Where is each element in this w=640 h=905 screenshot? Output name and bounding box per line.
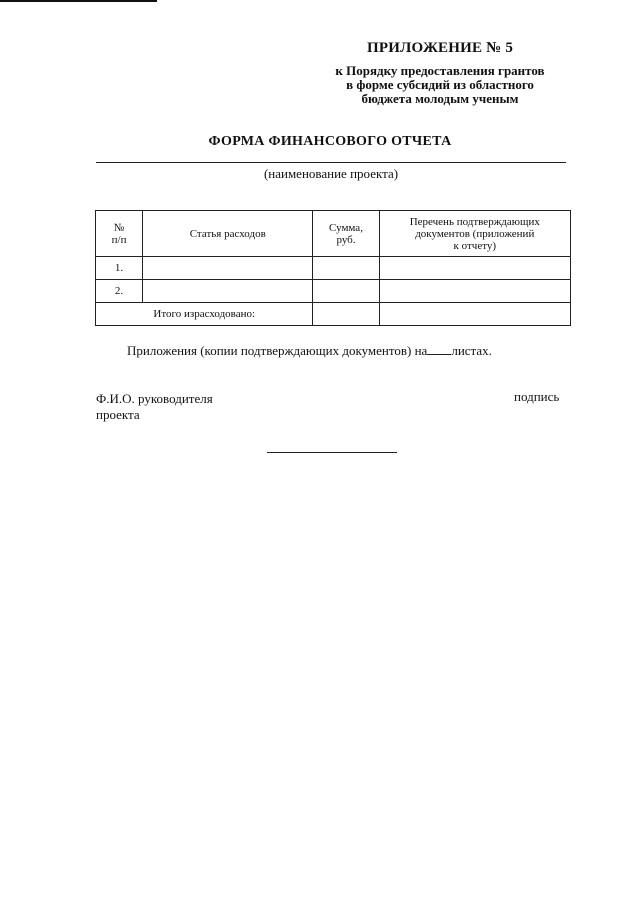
row-docs-cell[interactable] — [379, 280, 570, 303]
appendix-subtitle-line: к Порядку предоставления грантов — [335, 63, 545, 78]
signature-line[interactable] — [267, 452, 397, 453]
row-num: 1. — [96, 257, 143, 280]
table-row — [96, 257, 571, 280]
project-head-label-line: Ф.И.О. руководителя — [96, 391, 213, 406]
header-docs — [379, 211, 570, 257]
attachments-text-before: Приложения (копии подтверждающих документов) на — [127, 343, 428, 358]
form-title: ФОРМА ФИНАНСОВОГО ОТЧЕТА — [208, 134, 452, 149]
table-header-row — [96, 211, 571, 257]
attachments-line — [127, 342, 492, 359]
table-total-row — [96, 303, 571, 326]
table-row — [96, 280, 571, 303]
appendix-title: ПРИЛОЖЕНИЕ № 5 — [367, 40, 514, 56]
sheet-count-blank[interactable] — [427, 342, 451, 355]
project-name-line[interactable] — [96, 162, 566, 163]
header-num-label: № п/п — [111, 221, 127, 246]
header-docs-label: Перечень подтверждающих документов (приложений к отчету) — [409, 215, 540, 252]
row-docs-cell[interactable] — [379, 257, 570, 280]
project-name-caption: (наименование проекта) — [263, 166, 399, 181]
row-num: 2. — [96, 280, 143, 303]
signature-label: подпись — [514, 389, 560, 404]
attachments-text-after: листах. — [451, 343, 492, 358]
project-head-label — [96, 391, 213, 423]
project-head-label-line: проекта — [96, 407, 140, 422]
top-margin-rule — [0, 0, 157, 2]
appendix-subtitle-line: бюджета молодым ученым — [361, 91, 519, 106]
row-item-cell[interactable] — [143, 280, 313, 303]
financial-report-table — [95, 210, 571, 326]
row-sum-cell[interactable] — [313, 257, 379, 280]
total-label: Итого израсходовано: — [96, 303, 313, 326]
header-item-label: Статья расходов — [189, 227, 266, 240]
appendix-subtitle-line: в форме субсидий из областного — [346, 77, 534, 92]
header-item — [143, 211, 313, 257]
header-num — [96, 211, 143, 257]
row-sum-cell[interactable] — [313, 280, 379, 303]
header-sum-label: Сумма, руб. — [329, 221, 363, 246]
header-sum — [313, 211, 379, 257]
row-item-cell[interactable] — [143, 257, 313, 280]
appendix-subtitle — [300, 64, 580, 106]
total-docs-cell[interactable] — [379, 303, 570, 326]
total-sum-cell[interactable] — [313, 303, 379, 326]
